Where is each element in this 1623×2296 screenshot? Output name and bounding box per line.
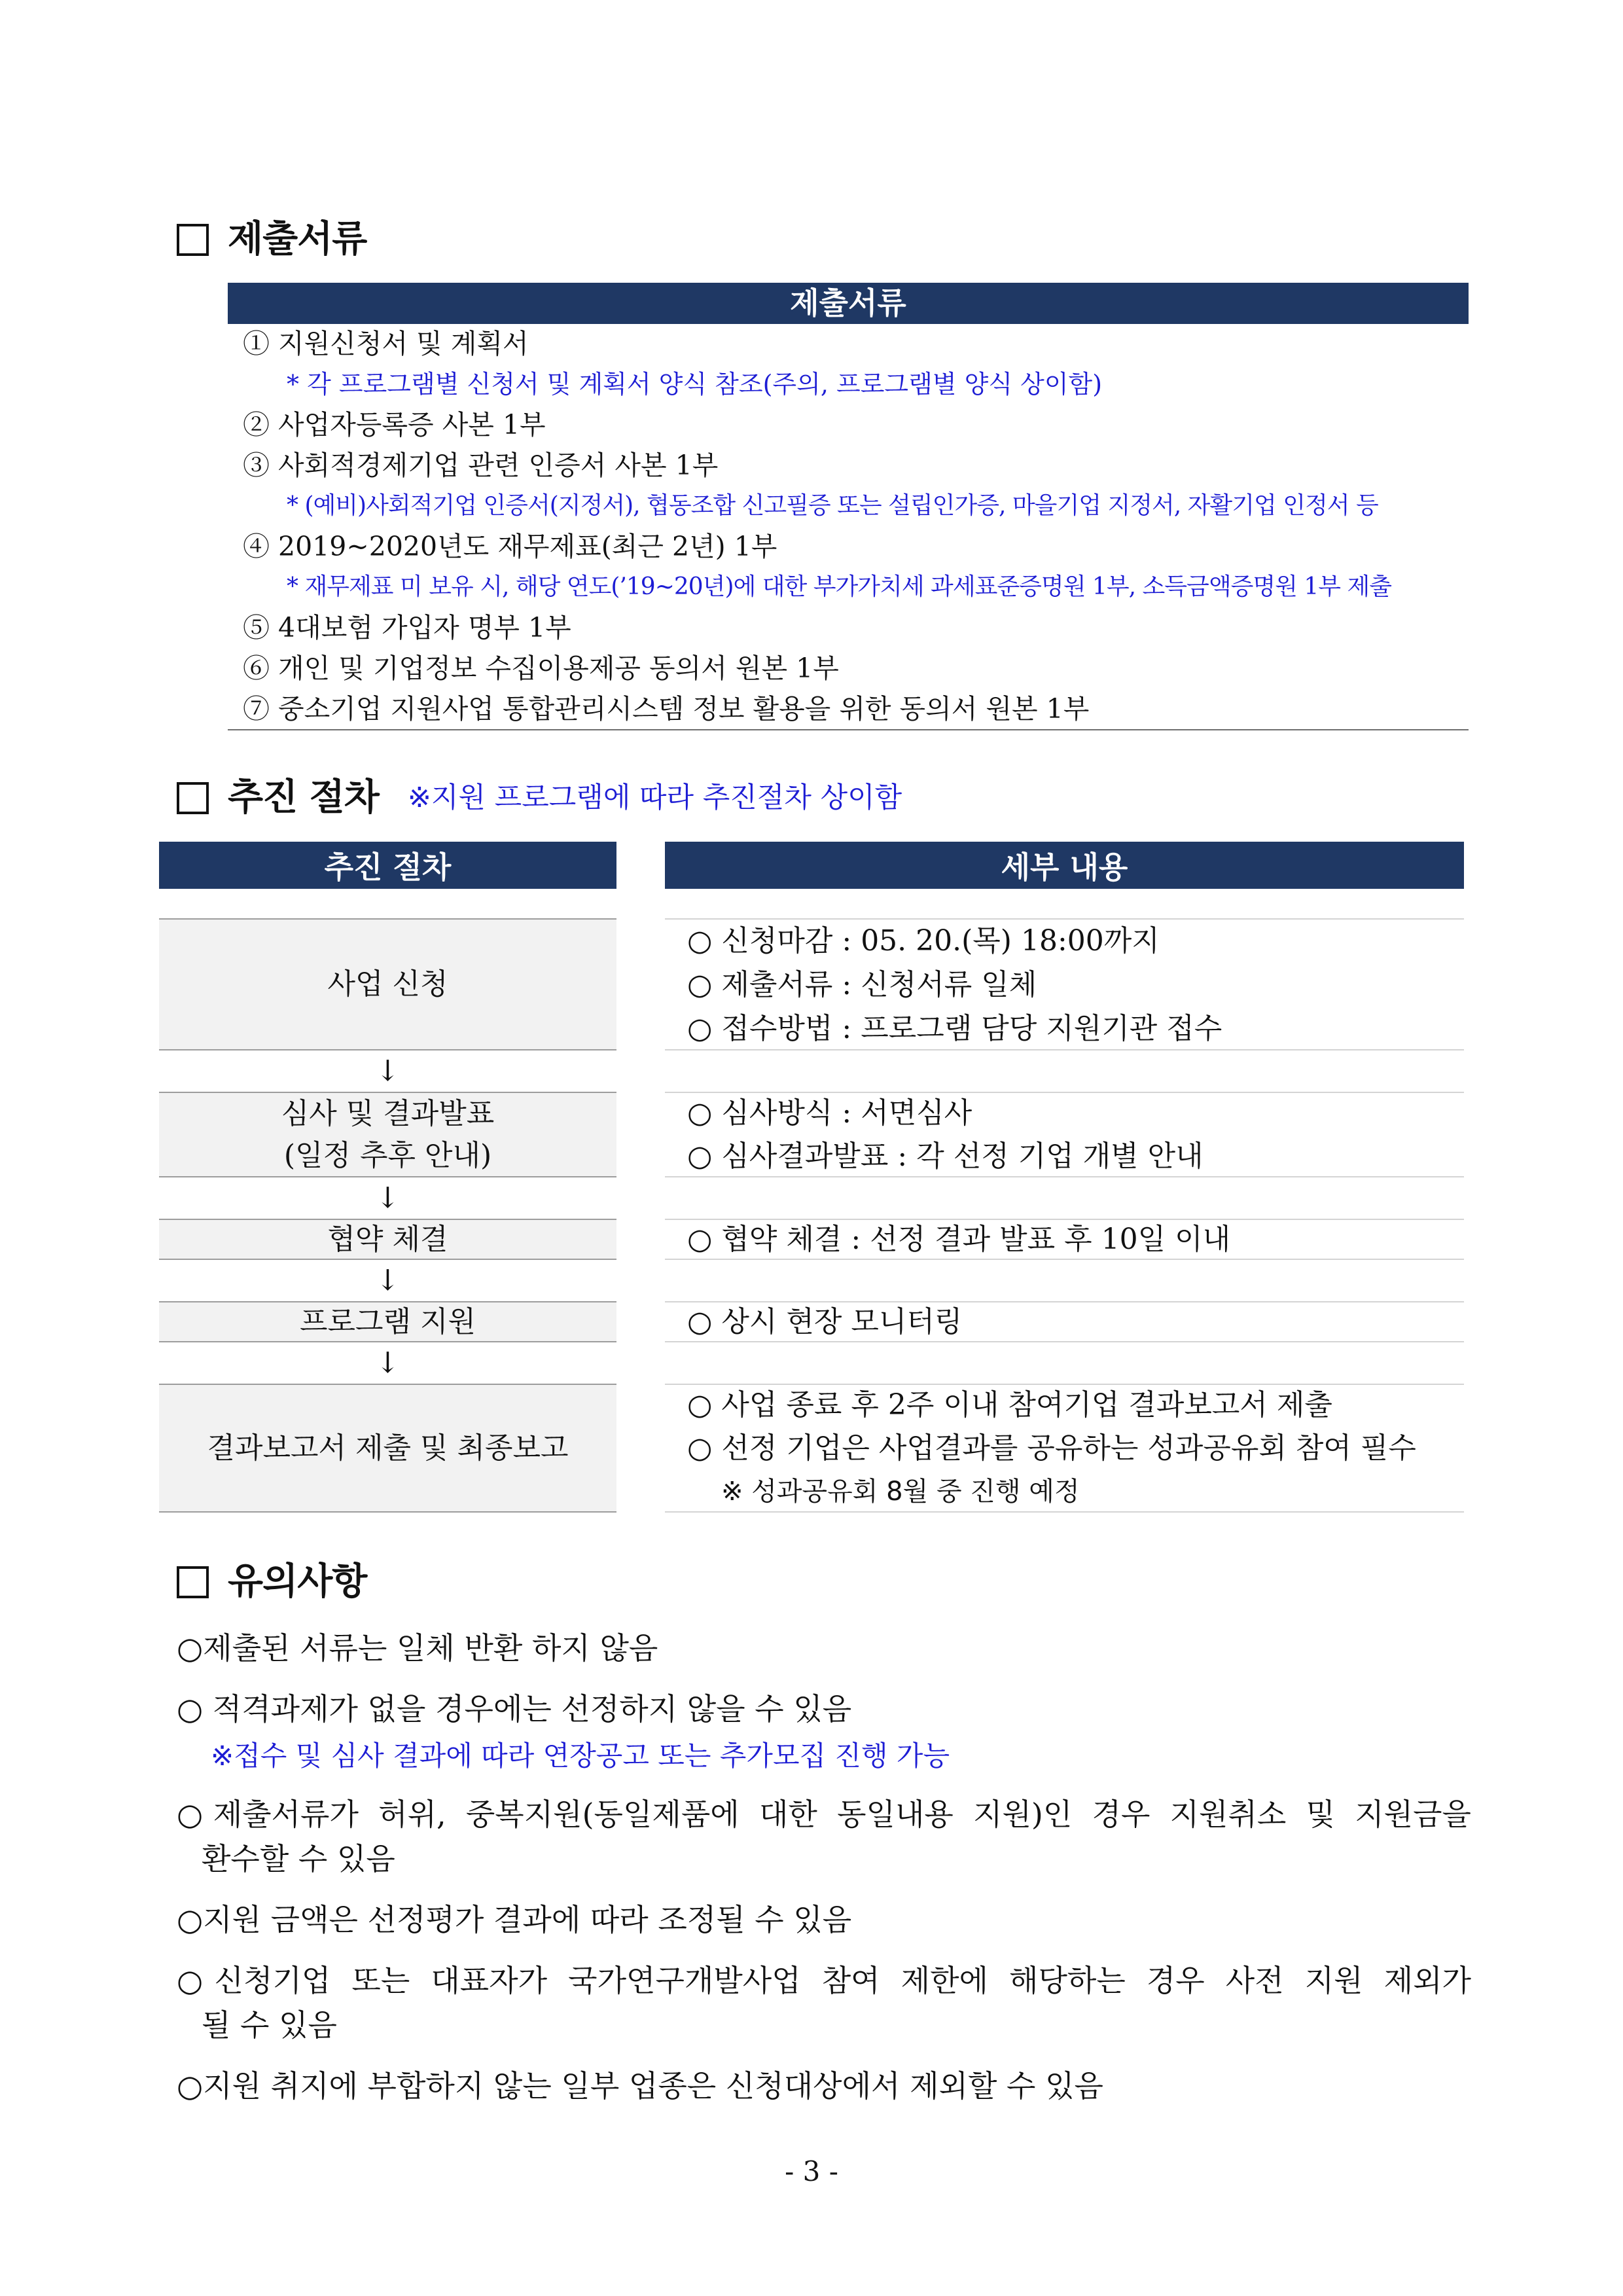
table-spacer — [159, 889, 1464, 918]
step-detail-line: ○ 사업 종료 후 2주 이내 참여기업 결과보고서 제출 — [687, 1388, 1332, 1422]
connector-spacer — [665, 1050, 1464, 1092]
step-label: 심사 및 결과발표 — [281, 1096, 495, 1130]
down-arrow-icon: ↓ — [376, 1181, 400, 1215]
step-detail-line: ○ 심사방식 : 서면심사 — [687, 1096, 972, 1130]
checkbox-icon — [177, 782, 209, 814]
connector-spacer — [665, 1342, 1464, 1384]
step-connector-row — [159, 1260, 1464, 1301]
notices-list — [177, 1626, 1471, 2108]
step-label: 프로그램 지원 — [299, 1304, 476, 1338]
notice-item — [177, 1792, 1471, 1881]
documents-list — [228, 323, 1469, 730]
step-connector-row — [159, 1342, 1464, 1384]
procedure-step — [159, 1301, 1464, 1342]
step-details — [665, 1384, 1464, 1513]
list-item: ② 사업자등록증 사본 1부 — [243, 409, 546, 440]
list-item: ① 지원신청서 및 계획서 — [243, 328, 529, 359]
step-detail-line: ○ 협약 체결 : 선정 결과 발표 후 10일 이내 — [687, 1222, 1231, 1256]
connector-spacer — [665, 1260, 1464, 1301]
notice-text: ○지원 취지에 부합하지 않는 일부 업종은 신청대상에서 제외할 수 있음 — [177, 2068, 1103, 2104]
list-item-note: * 각 프로그램별 신청서 및 계획서 양식 참조(주의, 프로그램별 양식 상이함) — [287, 370, 1103, 399]
step-label-box — [159, 1219, 616, 1260]
section-title: 제출서류 — [228, 218, 367, 260]
step-details — [665, 1092, 1464, 1177]
step-connector-row — [159, 1050, 1464, 1092]
procedure-step — [159, 1384, 1464, 1513]
section-note: ※지원 프로그램에 따라 추진절차 상이함 — [407, 781, 902, 814]
step-label-box — [159, 1092, 616, 1177]
notice-text: ○제출된 서류는 일체 반환 하지 않음 — [177, 1630, 658, 1666]
list-item: ③ 사회적경제기업 관련 인증서 사본 1부 — [243, 450, 719, 481]
notice-text: ○지원 금액은 선정평가 결과에 따라 조정될 수 있음 — [177, 1902, 852, 1937]
list-item-note: * 재무제표 미 보유 시, 해당 연도(’19~20년)에 대한 부가가치세 과세표준증명원 1부, 소득금액증명원 1부 제출 — [287, 573, 1392, 600]
column-header-details: 세부 내용 — [665, 842, 1464, 889]
section-title: 유의사항 — [228, 1560, 367, 1603]
procedure-step — [159, 1092, 1464, 1177]
connector-spacer — [665, 1177, 1464, 1219]
list-item: ⑤ 4대보험 가입자 명부 1부 — [243, 612, 571, 643]
section-title: 추진 절차 — [228, 776, 379, 819]
step-detail-line: ○ 선정 기업은 사업결과를 공유하는 성과공유회 참여 필수 — [687, 1431, 1416, 1465]
step-label-box — [159, 1301, 616, 1342]
list-item: ⑦ 중소기업 지원사업 통합관리시스템 정보 활용을 위한 동의서 원본 1부 — [243, 693, 1090, 725]
procedure-table — [159, 842, 1464, 1513]
page-number: - 3 - — [785, 2155, 838, 2187]
step-label-box — [159, 1384, 616, 1513]
down-arrow-icon: ↓ — [376, 1054, 400, 1088]
step-detail-remark: ※ 성과공유회 8월 중 진행 예정 — [721, 1476, 1080, 1507]
notice-item — [177, 1958, 1471, 2047]
notice-text: ○ 적격과제가 없을 경우에는 선정하지 않을 수 있음 — [177, 1691, 852, 1727]
step-detail-line: ○ 심사결과발표 : 각 선정 기업 개별 안내 — [687, 1139, 1204, 1173]
notice-text: ○제출서류가 허위, 중복지원(동일제품에 대한 동일내용 지원)인 경우 지원취소 및 지원금을 — [177, 1797, 1471, 1832]
notice-text-continued: 환수할 수 있음 — [202, 1841, 395, 1876]
down-arrow-icon: ↓ — [376, 1346, 400, 1380]
section-heading-notices — [177, 1562, 366, 1602]
notice-item — [177, 1687, 1471, 1776]
step-label: 협약 체결 — [327, 1222, 448, 1256]
section-heading-procedure — [177, 778, 902, 817]
list-item: ⑥ 개인 및 기업정보 수집이용제공 동의서 원본 1부 — [243, 653, 839, 684]
step-detail-line: ○ 접수방법 : 프로그램 담당 지원기관 접수 — [687, 1011, 1222, 1045]
step-details — [665, 1301, 1464, 1342]
step-label: 사업 신청 — [327, 967, 448, 1001]
notice-item — [177, 1626, 1471, 1670]
down-arrow-icon: ↓ — [376, 1264, 400, 1297]
procedure-step — [159, 1219, 1464, 1260]
step-detail-line: ○ 제출서류 : 신청서류 일체 — [687, 967, 1037, 1001]
checkbox-icon — [177, 1566, 209, 1598]
list-item-note: * (예비)사회적기업 인증서(지정서), 협동조합 신고필증 또는 설립인가증, 마을기업 지정서, 자활기업 인정서 등 — [287, 492, 1378, 519]
documents-table-header: 제출서류 — [228, 283, 1469, 324]
section-heading-documents — [177, 220, 366, 259]
step-details — [665, 1219, 1464, 1260]
step-detail-line: ○ 신청마감 : 05. 20.(목) 18:00까지 — [687, 924, 1160, 958]
notice-note: ※접수 및 심사 결과에 따라 연장공고 또는 추가모집 진행 가능 — [211, 1740, 950, 1772]
notice-text-continued: 될 수 있음 — [202, 2007, 337, 2043]
notice-item — [177, 2064, 1471, 2108]
step-detail-line: ○ 상시 현장 모니터링 — [687, 1304, 963, 1338]
notice-item — [177, 1897, 1471, 1942]
step-label-sub: (일정 추후 안내) — [283, 1138, 492, 1172]
step-connector-row — [159, 1177, 1464, 1219]
step-label-box — [159, 918, 616, 1050]
checkbox-icon — [177, 224, 209, 256]
step-label: 결과보고서 제출 및 최종보고 — [207, 1431, 569, 1465]
procedure-table-header — [159, 842, 1464, 889]
list-item: ④ 2019~2020년도 재무제표(최근 2년) 1부 — [243, 531, 777, 562]
step-details — [665, 918, 1464, 1050]
notice-text: ○신청기업 또는 대표자가 국가연구개발사업 참여 제한에 해당하는 경우 사전 지원 제외가 — [177, 1963, 1471, 1998]
column-header-procedure: 추진 절차 — [159, 842, 616, 889]
procedure-step — [159, 918, 1464, 1050]
